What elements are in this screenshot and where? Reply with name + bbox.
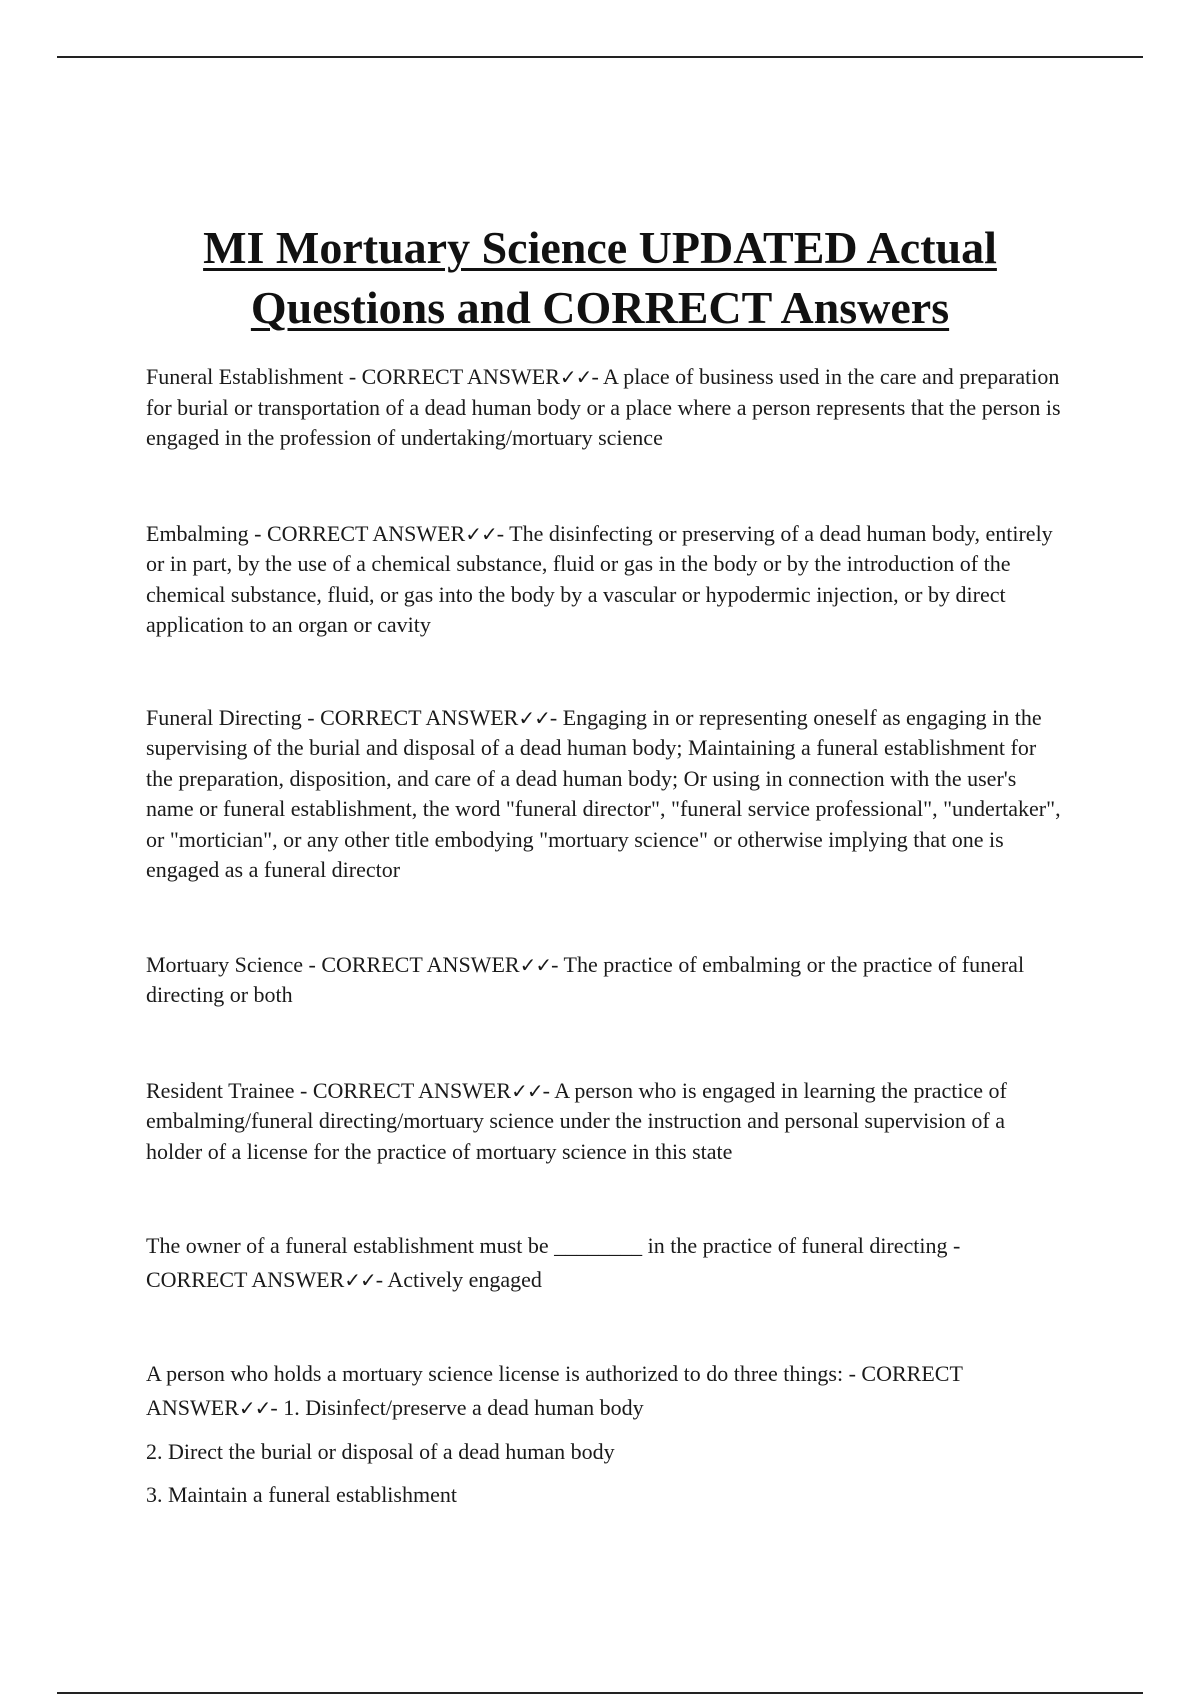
- double-check-icon: ✓✓: [519, 952, 552, 977]
- double-check-icon: ✓✓: [559, 365, 592, 389]
- qa-entry-mortuary-science: [146, 950, 1066, 1011]
- qa-entry-funeral-establishment: [146, 362, 1066, 454]
- bottom-rule: [57, 1692, 1143, 1694]
- top-rule: [57, 56, 1143, 58]
- answer-text: - A person who is engaged in learning the practice of embalming/funeral directing/mortuary science under the instruction and personal supervision of a holder of a license for the practice of mortuary science in this state: [146, 1077, 1007, 1164]
- question-text: Funeral Directing - CORRECT ANSWER: [146, 704, 519, 730]
- answer-text: - The disinfecting or preserving of a dead human body, entirely or in part, by the use of a chemical substance, fluid or gas in the body or by the introduction of the chemical substance, fluid, or gas into the body by a vascular or hypodermic injection, or by direct application to an organ or cavity: [146, 520, 1053, 637]
- list-item: 2. Direct the burial or disposal of a dead human body: [146, 1439, 615, 1464]
- qa-entry-resident-trainee: [146, 1076, 1066, 1168]
- qa-entry-embalming: [146, 519, 1066, 641]
- qa-entry-owner-engaged: [146, 1229, 1066, 1297]
- answer-text: - Engaging in or representing oneself as engaging in the supervising of the burial and disposal of a dead human body; Maintaining a funeral establishment for the preparation, disposition, and care of a dead human body; Or using in connection with the user's name or funeral establishment, the word "funeral director", "funeral service professional", "undertaker", or "mortician", or any other title embodying "mortuary science" or otherwise implying that one is engaged as a funeral director: [146, 704, 1061, 882]
- title-line-1: MI Mortuary Science UPDATED Actual: [203, 222, 997, 273]
- answer-text: - A place of business used in the care and preparation for burial or transportation of a dead human body or a place where a person represents that the person is engaged in the profession of undertaking/mortuary science: [146, 364, 1061, 450]
- question-text: Funeral Establishment - CORRECT ANSWER: [146, 364, 560, 389]
- qa-entry-license-authorization: [146, 1357, 1066, 1425]
- answer-text: - The practice of embalming or the practice of funeral directing or both: [146, 951, 1025, 1007]
- question-text: Embalming - CORRECT ANSWER: [146, 520, 466, 546]
- question-text: A person who holds a mortuary science license is authorized to do three things: - CORRECT ANSWER: [146, 1361, 963, 1420]
- title-line-2: Questions and CORRECT Answers: [250, 282, 950, 333]
- answer-text: - 1. Disinfect/preserve a dead human body: [270, 1395, 644, 1420]
- double-check-icon: ✓✓: [344, 1268, 376, 1292]
- double-check-icon: ✓✓: [238, 1396, 271, 1420]
- double-check-icon: ✓✓: [518, 705, 550, 730]
- qa-entry-funeral-directing: [146, 703, 1066, 886]
- answer-text: - Actively engaged: [375, 1267, 542, 1292]
- list-item: 3. Maintain a funeral establishment: [146, 1481, 457, 1507]
- double-check-icon: ✓✓: [511, 1078, 543, 1103]
- qa-list: [146, 362, 1066, 1510]
- question-text: The owner of a funeral establishment must be ________ in the practice of funeral directing - CORRECT ANSWER: [146, 1233, 961, 1292]
- double-check-icon: ✓✓: [465, 521, 497, 546]
- question-text: Mortuary Science - CORRECT ANSWER: [146, 951, 520, 977]
- question-text: Resident Trainee - CORRECT ANSWER: [146, 1077, 512, 1103]
- document-title: [100, 218, 1100, 338]
